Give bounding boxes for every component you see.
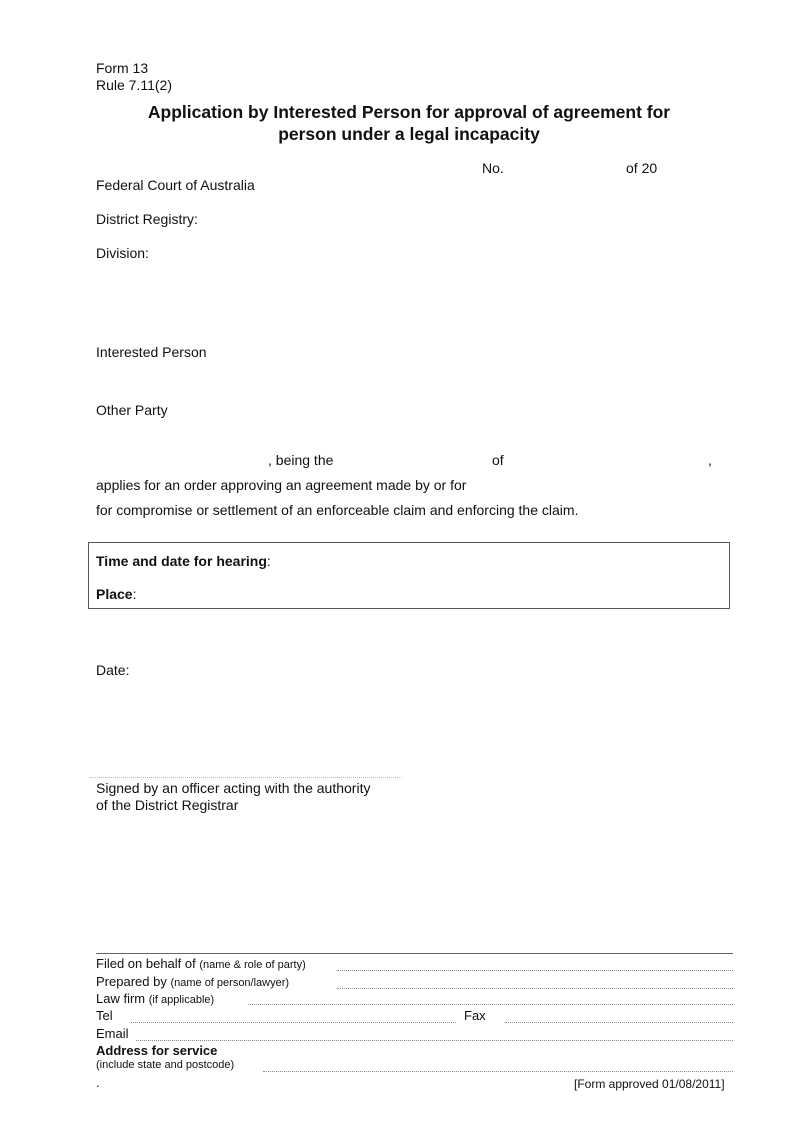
tel-label: Tel	[96, 1008, 113, 1023]
address-hint: (include state and postcode)	[96, 1059, 235, 1071]
division-label: Division:	[96, 245, 149, 261]
fax-label: Fax	[464, 1008, 486, 1023]
email-label: Email	[96, 1026, 129, 1041]
signed-by-line1: Signed by an officer acting with the authority	[96, 780, 371, 796]
filed-on-behalf-label: Filed on behalf of (name & role of party)	[96, 956, 306, 971]
date-label: Date:	[96, 662, 130, 678]
law-firm-label: Law firm (if applicable)	[96, 991, 215, 1006]
interested-person-label: Interested Person	[96, 344, 207, 360]
court-name: Federal Court of Australia	[96, 177, 255, 193]
case-no-label: No.	[482, 160, 504, 176]
form-approved-note: [Form approved 01/08/2011]	[574, 1077, 725, 1091]
signature-line	[90, 777, 402, 778]
trailing-comma: ,	[708, 452, 712, 468]
footer-dot: .	[96, 1075, 100, 1090]
hearing-time-label: Time and date for hearing:	[96, 553, 271, 569]
case-year-label: of 20	[626, 160, 658, 176]
prepared-by-field[interactable]	[337, 988, 733, 989]
signed-by-line2: of the District Registrar	[96, 797, 239, 813]
application-line3: for compromise or settlement of an enforceable claim and enforcing the claim.	[96, 502, 579, 518]
form-title-line2: person under a legal incapacity	[278, 124, 540, 144]
footer-divider	[96, 953, 733, 954]
filed-on-behalf-field[interactable]	[337, 970, 733, 971]
email-field[interactable]	[136, 1040, 733, 1041]
application-line2: applies for an order approving an agreement made by or for	[96, 477, 467, 493]
district-registry-label: District Registry:	[96, 211, 198, 227]
hearing-place-label: Place:	[96, 586, 137, 602]
other-party-label: Other Party	[96, 402, 168, 418]
address-field[interactable]	[263, 1071, 733, 1072]
address-for-service-label: Address for service	[96, 1043, 218, 1058]
tel-field[interactable]	[131, 1022, 456, 1023]
law-firm-field[interactable]	[248, 1004, 733, 1005]
form-number: Form 13	[96, 60, 149, 76]
prepared-by-label: Prepared by (name of person/lawyer)	[96, 974, 290, 989]
of-text: of	[492, 452, 504, 468]
form-title-line1: Application by Interested Person for approval of agreement for	[147, 102, 671, 122]
rule-reference: Rule 7.11(2)	[96, 77, 173, 93]
fax-field[interactable]	[505, 1022, 733, 1023]
being-the-text: , being the	[268, 452, 334, 468]
